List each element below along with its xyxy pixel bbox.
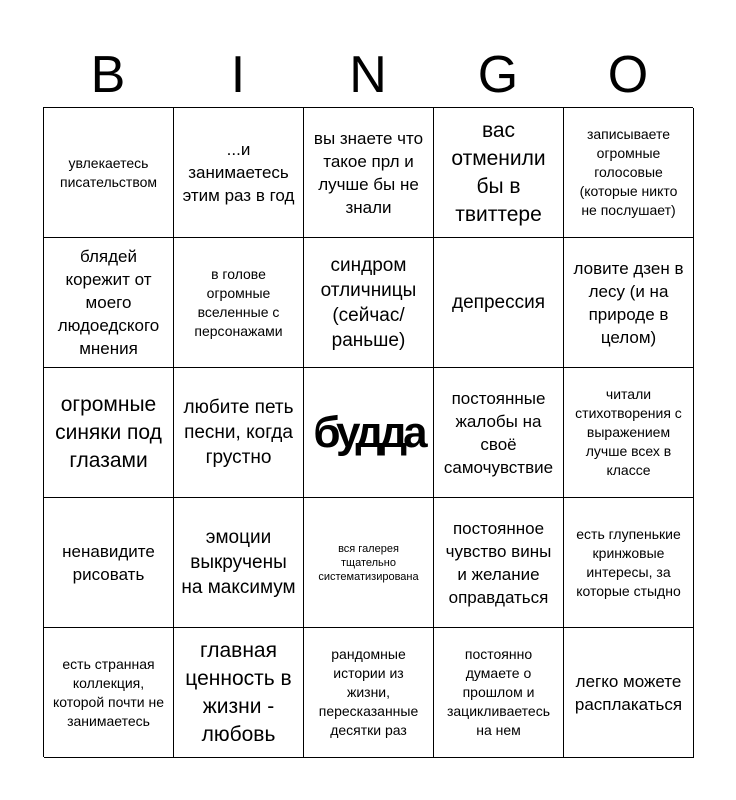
bingo-title — [43, 46, 693, 104]
cell-text: есть странная коллекция, которой почти не занимаетесь — [52, 655, 165, 729]
cell-text: депрессия — [452, 292, 545, 313]
cell-text: вся галерея тщательно систематизирована — [318, 542, 419, 583]
bingo-cell[interactable] — [564, 498, 694, 628]
cell-text: вы знаете что такое прл и лучше бы не знали — [313, 128, 424, 217]
bingo-cell[interactable] — [564, 628, 694, 758]
bingo-cell[interactable] — [434, 368, 564, 498]
bingo-cell[interactable] — [304, 628, 434, 758]
cell-text: записываете огромные голосовые (которые никто не послушает) — [579, 126, 678, 218]
bingo-cell[interactable] — [44, 108, 174, 238]
cell-text: эмоции выкручены на максимум — [181, 527, 296, 598]
cell-text: читали стихотворения с выражением лучше всех в классе — [575, 386, 682, 478]
bingo-cell[interactable] — [174, 238, 304, 368]
cell-text: любите петь песни, когда грустно — [183, 397, 294, 468]
title-letter-b: B — [90, 46, 126, 104]
cell-text: в голове огромные вселенные с персонажами — [194, 265, 283, 339]
bingo-cell[interactable] — [44, 368, 174, 498]
bingo-cell[interactable] — [174, 368, 304, 498]
bingo-cell[interactable] — [434, 108, 564, 238]
bingo-cell[interactable] — [564, 368, 694, 498]
bingo-cell[interactable] — [434, 628, 564, 758]
cell-text: синдром отличницы (сейчас/ раньше) — [320, 254, 417, 351]
bingo-free-cell[interactable] — [304, 368, 434, 498]
bingo-cell[interactable] — [564, 108, 694, 238]
cell-text: ...и занимаетесь этим раз в год — [182, 140, 295, 205]
bingo-cell[interactable] — [44, 238, 174, 368]
cell-text: постоянное чувство вины и желание оправдаться — [445, 518, 552, 607]
free-space-text: будда — [313, 407, 424, 457]
title-letter-o: O — [607, 46, 649, 104]
bingo-grid — [43, 107, 693, 757]
bingo-cell[interactable] — [44, 628, 174, 758]
cell-text: вас отменили бы в твиттере — [451, 118, 546, 226]
bingo-cell[interactable] — [304, 238, 434, 368]
bingo-cell[interactable] — [564, 238, 694, 368]
bingo-cell[interactable] — [304, 108, 434, 238]
cell-text: главная ценность в жизни - любовь — [185, 638, 292, 746]
bingo-cell[interactable] — [434, 238, 564, 368]
bingo-cell[interactable] — [44, 498, 174, 628]
bingo-cell[interactable] — [174, 628, 304, 758]
bingo-cell[interactable] — [434, 498, 564, 628]
cell-text: есть глупенькие кринжовые интересы, за которые стыдно — [576, 525, 681, 599]
bingo-cell[interactable] — [174, 498, 304, 628]
cell-text: ненавидите рисовать — [62, 541, 155, 584]
cell-text: рандомные истории из жизни, пересказанные десятки раз — [318, 646, 419, 738]
title-letter-i: I — [230, 46, 246, 104]
cell-text: огромные синяки под глазами — [55, 392, 162, 472]
cell-text: постоянно думаете о прошлом и зацикливаетесь на нем — [446, 646, 551, 738]
cell-text: ловите дзен в лесу (и на природе в целом) — [573, 258, 684, 347]
cell-text: увлекаетесь писательством — [59, 154, 158, 190]
title-letter-n: N — [349, 46, 387, 104]
title-letter-g: G — [477, 46, 519, 104]
bingo-cell[interactable] — [304, 498, 434, 628]
cell-text: постоянные жалобы на своё самочувствие — [443, 388, 554, 477]
cell-text: легко можете расплакаться — [574, 671, 683, 714]
bingo-cell[interactable] — [174, 108, 304, 238]
cell-text: блядей корежит от моего людоедского мнения — [57, 247, 160, 358]
